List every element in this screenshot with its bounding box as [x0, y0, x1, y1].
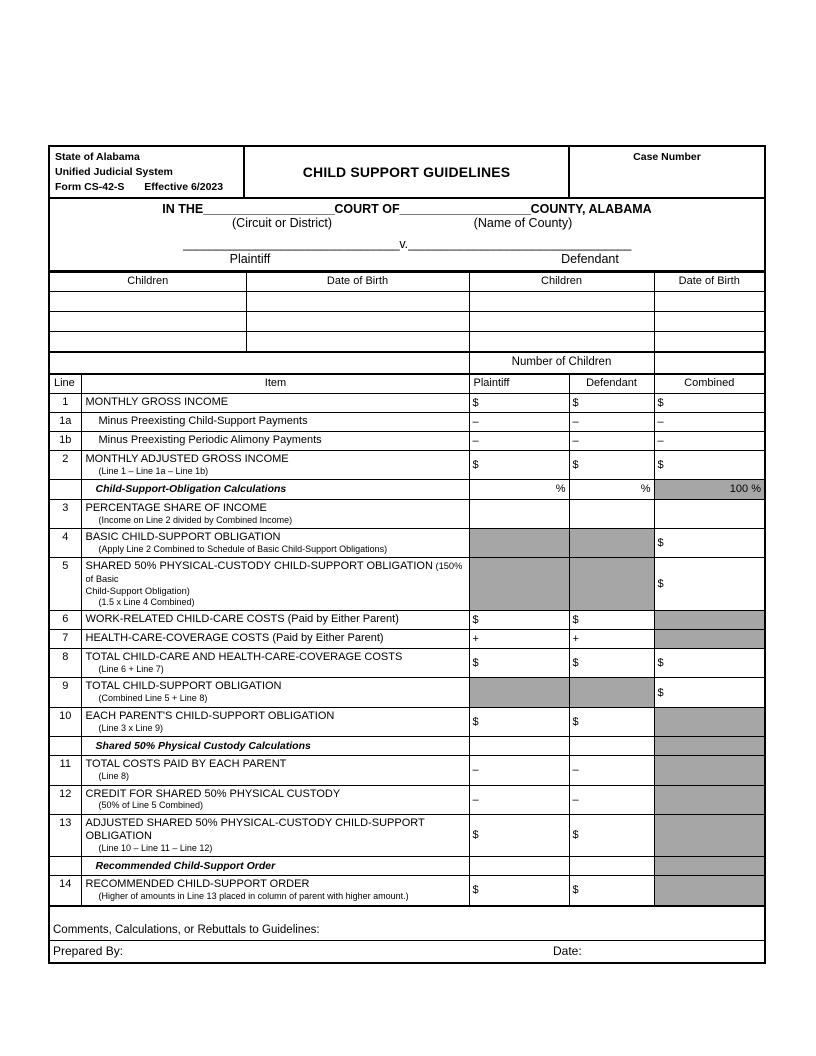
section-label: Shared 50% Physical Custody Calculations — [81, 736, 469, 755]
row-item-label — [81, 499, 469, 528]
row-line-number: 4 — [49, 528, 81, 557]
section-line-spacer — [49, 736, 81, 755]
table-row — [49, 678, 765, 707]
table-row — [49, 649, 765, 678]
row-plaintiff-value[interactable]: $ — [469, 649, 569, 678]
table-row — [49, 630, 765, 649]
section-plaintiff-value — [469, 856, 569, 875]
row-line-number: 10 — [49, 707, 81, 736]
row-line-number: 8 — [49, 649, 81, 678]
row-combined-value — [654, 707, 765, 736]
plaintiff-label: Plaintiff — [229, 251, 271, 266]
row-combined-value — [654, 814, 765, 856]
row-item-formula: (1.5 x Line 4 Combined) — [98, 597, 195, 608]
table-row — [49, 451, 765, 480]
row-item-title: SHARED 50% PHYSICAL-CUSTODY CHILD-SUPPORT OBLIGATION — [85, 560, 433, 573]
row-item-formula: (Apply Line 2 Combined to Schedule of Basic Child-Support Obligations) — [98, 543, 388, 554]
table-row — [49, 413, 765, 432]
circuit-or-district-label: (Circuit or District) — [232, 216, 332, 231]
row-plaintiff-value — [469, 528, 569, 557]
prepared-by-cell[interactable] — [49, 941, 765, 964]
table-row — [49, 876, 765, 906]
section-defendant-value — [569, 736, 654, 755]
county-blank[interactable]: ____________________ — [399, 201, 531, 216]
footer-table — [48, 906, 766, 965]
row-combined-value — [654, 611, 765, 630]
row-plaintiff-value[interactable]: $ — [469, 611, 569, 630]
row-line-number: 9 — [49, 678, 81, 707]
row-item-label — [81, 528, 469, 557]
row-line-number: 1b — [49, 432, 81, 451]
agency-block — [49, 146, 244, 198]
table-row — [49, 558, 765, 611]
row-item-label: HEALTH-CARE-COVERAGE COSTS (Paid by Either Parent) — [81, 630, 469, 649]
row-combined-value[interactable]: $ — [654, 649, 765, 678]
row-item-formula: (Higher of amounts in Line 13 placed in column of parent with higher amount.) — [98, 891, 409, 902]
col-header-plaintiff: Plaintiff — [469, 374, 569, 393]
row-item-title: BASIC CHILD-SUPPORT OBLIGATION — [85, 530, 281, 543]
row-combined-value — [654, 876, 765, 906]
section-combined-value — [654, 856, 765, 875]
form-header-table — [48, 145, 766, 199]
row-combined-value[interactable]: $ — [654, 678, 765, 707]
section-combined-percent: 100 % — [654, 480, 765, 499]
row-defendant-value[interactable]: $ — [569, 611, 654, 630]
row-combined-value[interactable]: $ — [654, 528, 765, 557]
section-row — [49, 736, 765, 755]
row-item-formula: (50% of Line 5 Combined) — [98, 800, 204, 811]
row-plaintiff-value[interactable]: $ — [469, 451, 569, 480]
comments-cell[interactable] — [49, 906, 765, 941]
table-row — [49, 394, 765, 413]
section-line-spacer — [49, 856, 81, 875]
row-item-label — [81, 649, 469, 678]
row-line-number: 7 — [49, 630, 81, 649]
child-name-input[interactable] — [49, 331, 246, 352]
child-name-input[interactable] — [469, 311, 654, 331]
row-line-number: 3 — [49, 499, 81, 528]
child-dob-input[interactable] — [654, 311, 765, 331]
children-header-row — [49, 272, 765, 291]
row-item-formula: (Line 8) — [98, 771, 130, 782]
row-combined-value — [654, 630, 765, 649]
court-parties-table — [48, 198, 766, 272]
row-item-label — [81, 558, 469, 611]
section-plaintiff-value — [469, 736, 569, 755]
row-item-label — [81, 678, 469, 707]
row-item-label: Minus Preexisting Periodic Alimony Payments — [81, 432, 469, 451]
section-defendant-percent[interactable]: % — [569, 480, 654, 499]
children-col-1-header: Children — [49, 272, 246, 291]
row-defendant-value[interactable]: – — [569, 413, 654, 432]
row-combined-value — [654, 756, 765, 785]
row-item-label — [81, 785, 469, 814]
comments-row — [49, 906, 765, 941]
row-plaintiff-value — [469, 678, 569, 707]
comments-label: Comments, Calculations, or Rebuttals to Guidelines: — [53, 923, 320, 936]
row-item-title: PERCENTAGE SHARE OF INCOME — [85, 501, 267, 514]
prepared-by-inner — [53, 944, 764, 958]
row-item-title: RECOMMENDED CHILD-SUPPORT ORDER — [85, 878, 310, 891]
form-id-line — [55, 180, 239, 195]
row-item-formula: (Line 6 + Line 7) — [98, 664, 164, 675]
header-row — [49, 146, 765, 198]
agency-line-2: Unified Judicial System — [55, 165, 173, 178]
row-defendant-value[interactable]: – — [569, 432, 654, 451]
number-of-children-input[interactable] — [654, 352, 765, 374]
row-item-label — [81, 814, 469, 856]
court-sublabels — [50, 216, 764, 234]
child-dob-input[interactable] — [654, 331, 765, 352]
number-of-children-label: Number of Children — [469, 352, 654, 374]
children-col-2-header: Children — [469, 272, 654, 291]
row-defendant-value[interactable] — [569, 499, 654, 528]
row-item-title: MONTHLY ADJUSTED GROSS INCOME — [85, 453, 289, 466]
versus-label: v. — [399, 237, 409, 252]
child-name-input[interactable] — [49, 311, 246, 331]
court-line-cell[interactable] — [49, 198, 765, 235]
row-plaintiff-value[interactable]: $ — [469, 707, 569, 736]
section-defendant-value — [569, 856, 654, 875]
row-plaintiff-value[interactable]: – — [469, 756, 569, 785]
row-item-formula: (Combined Line 5 + Line 8) — [98, 693, 208, 704]
prepared-by-label: Prepared By: — [53, 944, 124, 959]
row-combined-value[interactable]: $ — [654, 451, 765, 480]
case-number-cell[interactable] — [569, 146, 765, 198]
row-plaintiff-value[interactable]: – — [469, 785, 569, 814]
child-name-input[interactable] — [469, 291, 654, 311]
versus-line — [50, 234, 764, 252]
table-row — [49, 707, 765, 736]
form-effective-date: Effective 6/2023 — [144, 180, 224, 193]
row-defendant-value — [569, 528, 654, 557]
row-line-number: 5 — [49, 558, 81, 611]
col-header-line: Line — [49, 374, 81, 393]
dob-col-1-header: Date of Birth — [246, 272, 469, 291]
form-document — [48, 145, 764, 964]
row-line-number: 1 — [49, 394, 81, 413]
calculation-grid — [48, 373, 766, 906]
row-item-label — [81, 756, 469, 785]
table-row — [49, 528, 765, 557]
row-line-number: 14 — [49, 876, 81, 906]
row-item-title-tail: (150% of Basic — [85, 561, 463, 585]
plaintiff-blank[interactable]: _________________________________ — [183, 237, 400, 252]
case-number-label: Case Number — [633, 151, 701, 163]
row-defendant-value[interactable]: $ — [569, 876, 654, 906]
col-header-combined: Combined — [654, 374, 765, 393]
row-defendant-value[interactable]: $ — [569, 394, 654, 413]
section-row — [49, 480, 765, 499]
defendant-blank[interactable]: __________________________________ — [408, 237, 631, 252]
row-item-formula: (Line 3 x Line 9) — [98, 722, 164, 733]
county-state-label: COUNTY, ALABAMA — [530, 201, 652, 216]
row-line-number: 2 — [49, 451, 81, 480]
court-of-label: COURT OF — [334, 201, 400, 216]
col-header-defendant: Defendant — [569, 374, 654, 393]
court-line — [50, 198, 764, 217]
date-label: Date: — [553, 944, 582, 959]
row-line-number: 6 — [49, 611, 81, 630]
court-type-blank[interactable]: ____________________ — [203, 201, 335, 216]
child-dob-input[interactable] — [654, 291, 765, 311]
row-item-label: WORK-RELATED CHILD-CARE COSTS (Paid by Either Parent) — [81, 611, 469, 630]
child-dob-input[interactable] — [246, 291, 469, 311]
row-item-title-cont: Child-Support Obligation) — [85, 586, 190, 597]
row-combined-value[interactable]: – — [654, 432, 765, 451]
number-of-children-row — [49, 352, 765, 374]
row-item-title: CREDIT FOR SHARED 50% PHYSICAL CUSTODY — [85, 787, 341, 800]
prepared-by-row — [49, 941, 765, 964]
section-combined-value — [654, 736, 765, 755]
party-sublabels — [50, 252, 764, 270]
row-item-title: ADJUSTED SHARED 50% PHYSICAL-CUSTODY CHILD-SUPPORT OBLIGATION — [85, 816, 425, 842]
row-combined-value[interactable]: $ — [654, 394, 765, 413]
section-plaintiff-percent[interactable]: % — [469, 480, 569, 499]
row-item-title: TOTAL CHILD-CARE AND HEALTH-CARE-COVERAGE COSTS — [85, 651, 403, 664]
row-item-title: TOTAL CHILD-SUPPORT OBLIGATION — [85, 680, 282, 693]
row-combined-value — [654, 785, 765, 814]
col-header-item: Item — [81, 374, 469, 393]
row-defendant-value[interactable]: – — [569, 756, 654, 785]
row-defendant-value[interactable]: $ — [569, 814, 654, 856]
row-plaintiff-value[interactable]: – — [469, 413, 569, 432]
in-the-label: IN THE — [162, 201, 204, 216]
grid-header-row — [49, 374, 765, 393]
row-item-label: MONTHLY GROSS INCOME — [81, 394, 469, 413]
row-line-number: 11 — [49, 756, 81, 785]
child-name-input[interactable] — [469, 331, 654, 352]
row-defendant-value[interactable]: + — [569, 630, 654, 649]
row-line-number: 1a — [49, 413, 81, 432]
form-id: Form CS-42-S — [55, 180, 125, 193]
row-item-formula: (Line 10 – Line 11 – Line 12) — [98, 842, 213, 853]
table-row — [49, 432, 765, 451]
child-dob-input[interactable] — [246, 311, 469, 331]
row-item-title: EACH PARENT'S CHILD-SUPPORT OBLIGATION — [85, 709, 335, 722]
row-defendant-value[interactable]: $ — [569, 451, 654, 480]
parties-row — [49, 234, 765, 271]
row-line-number: 12 — [49, 785, 81, 814]
defendant-label: Defendant — [561, 251, 619, 266]
section-label: Recommended Child-Support Order — [81, 856, 469, 875]
row-item-formula: (Line 1 – Line 1a – Line 1b) — [98, 466, 209, 477]
table-row — [49, 785, 765, 814]
row-plaintiff-value[interactable]: – — [469, 432, 569, 451]
section-label: Child-Support-Obligation Calculations — [81, 480, 469, 499]
table-row — [49, 814, 765, 856]
row-plaintiff-value[interactable]: $ — [469, 394, 569, 413]
section-line-spacer — [49, 480, 81, 499]
row-defendant-value — [569, 558, 654, 611]
children-entry-row — [49, 311, 765, 331]
row-combined-value[interactable]: – — [654, 413, 765, 432]
row-line-number: 13 — [49, 814, 81, 856]
dob-col-2-header: Date of Birth — [654, 272, 765, 291]
agency-line-1: State of Alabama — [55, 151, 140, 163]
child-name-input[interactable] — [49, 291, 246, 311]
row-plaintiff-value[interactable]: + — [469, 630, 569, 649]
child-dob-input[interactable] — [246, 331, 469, 352]
row-item-formula: (Income on Line 2 divided by Combined Income) — [98, 514, 293, 525]
court-line-row — [49, 198, 765, 235]
table-row — [49, 499, 765, 528]
row-defendant-value[interactable]: $ — [569, 649, 654, 678]
row-item-label — [81, 707, 469, 736]
row-combined-value[interactable]: $ — [654, 558, 765, 611]
children-table — [48, 271, 766, 375]
row-plaintiff-value — [469, 558, 569, 611]
parties-cell[interactable] — [49, 234, 765, 271]
children-entry-row — [49, 291, 765, 311]
name-of-county-label: (Name of County) — [473, 216, 573, 231]
row-defendant-value[interactable]: – — [569, 785, 654, 814]
row-plaintiff-value[interactable] — [469, 499, 569, 528]
number-of-children-spacer — [49, 352, 469, 374]
row-item-label — [81, 876, 469, 906]
form-title: CHILD SUPPORT GUIDELINES — [244, 146, 569, 198]
children-entry-row — [49, 331, 765, 352]
row-defendant-value — [569, 678, 654, 707]
row-plaintiff-value[interactable]: $ — [469, 814, 569, 856]
table-row — [49, 756, 765, 785]
row-plaintiff-value[interactable]: $ — [469, 876, 569, 906]
row-item-title: TOTAL COSTS PAID BY EACH PARENT — [85, 758, 287, 771]
row-item-label — [81, 451, 469, 480]
row-item-label: Minus Preexisting Child-Support Payments — [81, 413, 469, 432]
row-defendant-value[interactable]: $ — [569, 707, 654, 736]
row-combined-value[interactable] — [654, 499, 765, 528]
table-row — [49, 611, 765, 630]
section-row — [49, 856, 765, 875]
